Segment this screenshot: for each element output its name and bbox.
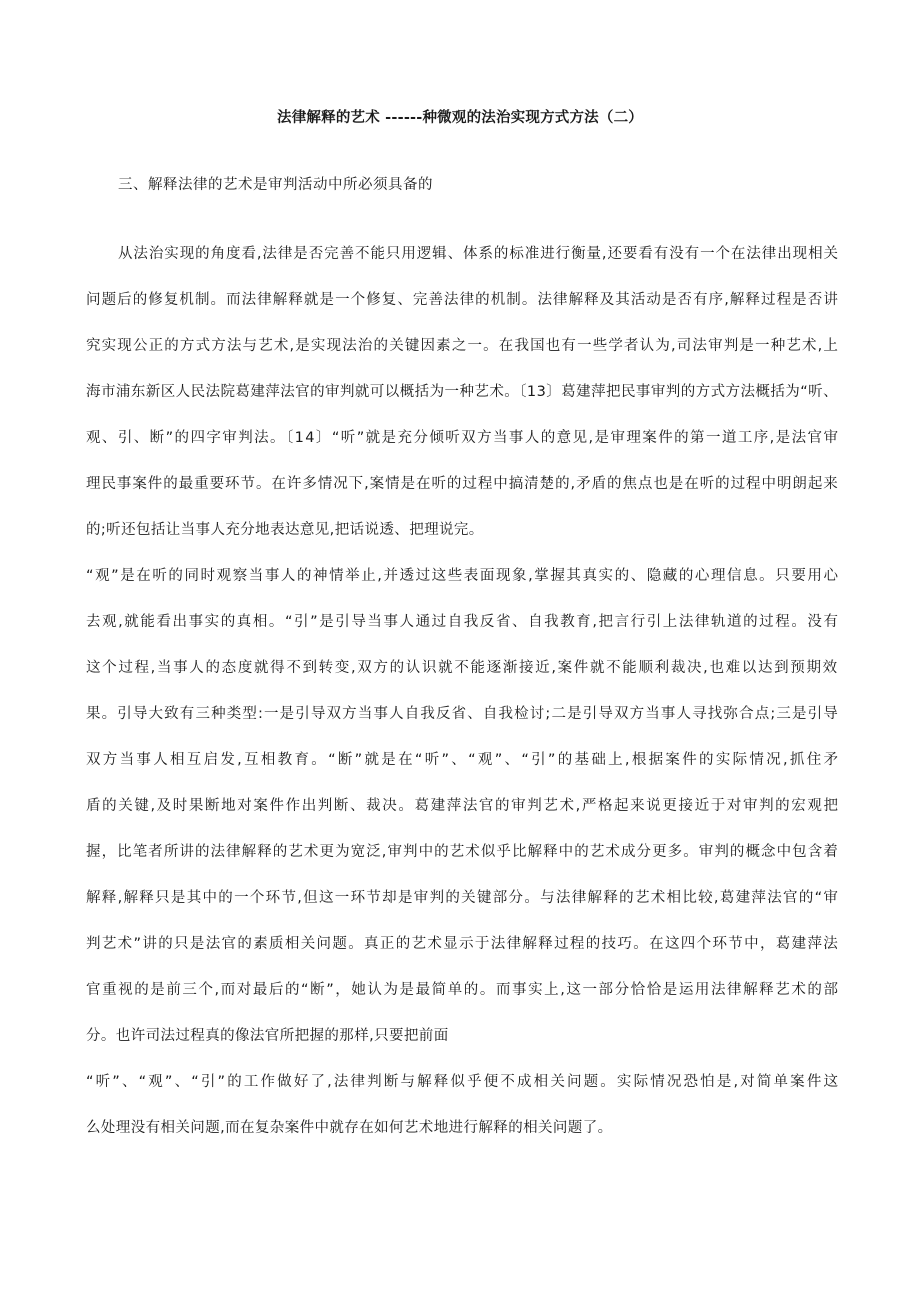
paragraph-line: 分。也许司法过程真的像法官所把握的那样,只要把前面 [86,1028,449,1044]
paragraph-line: 盾的关键,及时果断地对案件作出判断、裁决。葛建萍法官的审判艺术,严格起来说更接近于对审判的宏观把 [86,798,840,814]
paragraph-line: 果。引导大致有三种类型:一是引导双方当事人自我反省、自我检讨;二是引导双方当事人寻找弥合点;三是引导 [86,706,839,722]
paragraph-line: 判艺术”讲的只是法官的素质相关问题。真正的艺术显示于法律解释过程的技巧。在这四个环节中，葛建萍法 [86,936,840,952]
paragraph-line: 观、引、断”的四字审判法。〔14〕“听”就是充分倾听双方当事人的意见,是审理案件的第一道工序,是法官审 [86,430,840,446]
paragraph-line: 握，比笔者所讲的法律解释的艺术更为宽泛,审判中的艺术似乎比解释中的艺术成分更多。审判的概念中包含着 [86,844,839,860]
section-heading: 三、解释法律的艺术是审判活动中所必须具备的 [118,177,433,193]
paragraph-line: 的;听还包括让当事人充分地表达意见,把话说透、把理说完。 [86,522,484,538]
paragraph-line: 究实现公正的方式方法与艺术,是实现法治的关键因素之一。在我国也有一些学者认为,司法审判是一种艺术,上 [86,338,840,354]
paragraph-line: 双方当事人相互启发,互相教育。“断”就是在“听”、“观”、“引”的基础上,根据案件的实际情况,抓住矛 [86,752,841,768]
paragraph-line: 从法治实现的角度看,法律是否完善不能只用逻辑、体系的标准进行衡量,还要看有没有一个在法律出现相关 [118,246,839,262]
paragraph-line: 解释,解释只是其中的一个环节,但这一环节却是审判的关键部分。与法律解释的艺术相比较,葛建萍法官的“审 [86,890,840,906]
paragraph-line: “观”是在听的同时观察当事人的神情举止,并透过这些表面现象,掌握其真实的、隐藏的心理信息。只要用心 [86,568,840,584]
paragraph-line: “听”、“观”、“引”的工作做好了,法律判断与解释似乎便不成相关问题。实际情况恐怕是,对简单案件这 [86,1074,841,1090]
paragraph-line: 理民事案件的最重要环节。在许多情况下,案情是在听的过程中搞清楚的,矛盾的焦点也是在听的过程中明朗起来 [86,476,839,492]
paragraph-line: 问题后的修复机制。而法律解释就是一个修复、完善法律的机制。法律解释及其活动是否有序,解释过程是否讲 [86,292,839,308]
paragraph-line: 去观,就能看出事实的真相。“引”是引导当事人通过自我反省、自我教育,把言行引上法律轨道的过程。没有 [86,614,840,630]
paragraph-line: 海市浦东新区人民法院葛建萍法官的审判就可以概括为一种艺术。〔13〕葛建萍把民事审判的方式方法概括为“听、 [86,384,839,400]
paragraph-line: 官重视的是前三个,而对最后的“断”，她认为是最简单的。而事实上,这一部分恰恰是运用法律解释艺术的部 [86,982,840,998]
document-title: 法律解释的艺术 ------种微观的法治实现方式方法（二） [277,110,643,126]
paragraph-line: 这个过程,当事人的态度就得不到转变,双方的认识就不能逐渐接近,案件就不能顺利裁决,也难以达到预期效 [86,660,839,676]
paragraph-line: 么处理没有相关问题,而在复杂案件中就存在如何艺术地进行解释的相关问题了。 [86,1120,613,1136]
